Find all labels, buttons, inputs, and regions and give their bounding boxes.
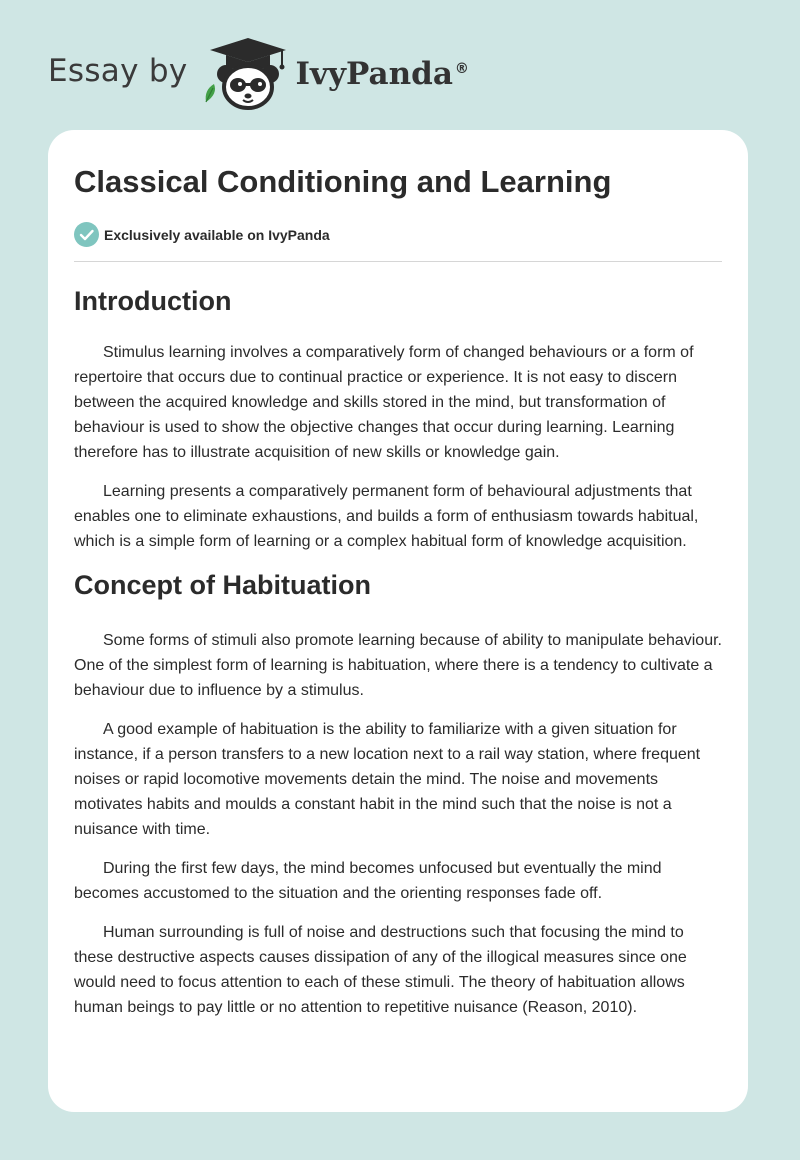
paragraph: During the first few days, the mind becomes unfocused but eventually the mind becomes accustomed to the situation and the orienting responses fade off. [74,860,662,902]
brand-prefix: Essay by [48,53,188,89]
paragraph: Stimulus learning involves a comparatively form of changed behaviours or a form of repertoire that occurs due to continual practice or experience. It is not easy to discern between the acquired knowledge and skills stored in the mind, but transformation of behaviour is used to show the objective changes that occur during learning. Learning therefore has to illustrate acquisition of new skills or knowledge gain. [74,344,694,461]
title-divider [74,261,722,262]
section-heading-concept-of-habituation: Concept of Habituation [74,570,371,600]
check-circle-icon [74,222,99,247]
paragraph: Human surrounding is full of noise and destructions such that focusing the mind to these destructive aspects causes dissipation of any of the illogical measures since one would need to focus attention to each of these stimuli. The theory of habituation allows human beings to pay little or no attention to repetitive nuisance (Reason, 2010). [74,924,687,1016]
brand-name: IvyPanda ® [295,56,469,92]
essay-card [48,130,748,1112]
section-heading-introduction: Introduction [74,286,232,316]
registered-mark: ® [454,60,469,77]
paragraph: A good example of habituation is the ability to familiarize with a given situation for instance, if a person transfers to a new location next to a rail way station, where frequent noises or rapid locomotive movements detain the mind. The noise and movements motivates habits and moulds a constant habit in the mind such that the noise is not a nuisance with time. [74,721,701,838]
exclusive-badge [74,222,330,247]
paragraph: Learning presents a comparatively permanent form of behavioural adjustments that enables one to eliminate exhaustions, and builds a form of enthusiasm towards habitual, which is a simple form of learning or a complex habitual form of knowledge acquisition. [74,483,699,550]
brand-header[interactable] [48,34,469,114]
essay-title: Classical Conditioning and Learning [74,164,612,199]
exclusive-badge-label: Exclusively available on IvyPanda [104,226,330,243]
panda-graduate-logo-icon [202,36,292,112]
essay-body [74,284,722,1034]
paragraph: Some forms of stimuli also promote learning because of ability to manipulate behaviour. One of the simplest form of learning is habituation, where there is a tendency to cultivate a behaviour due to influence by a stimulus. [74,632,722,699]
